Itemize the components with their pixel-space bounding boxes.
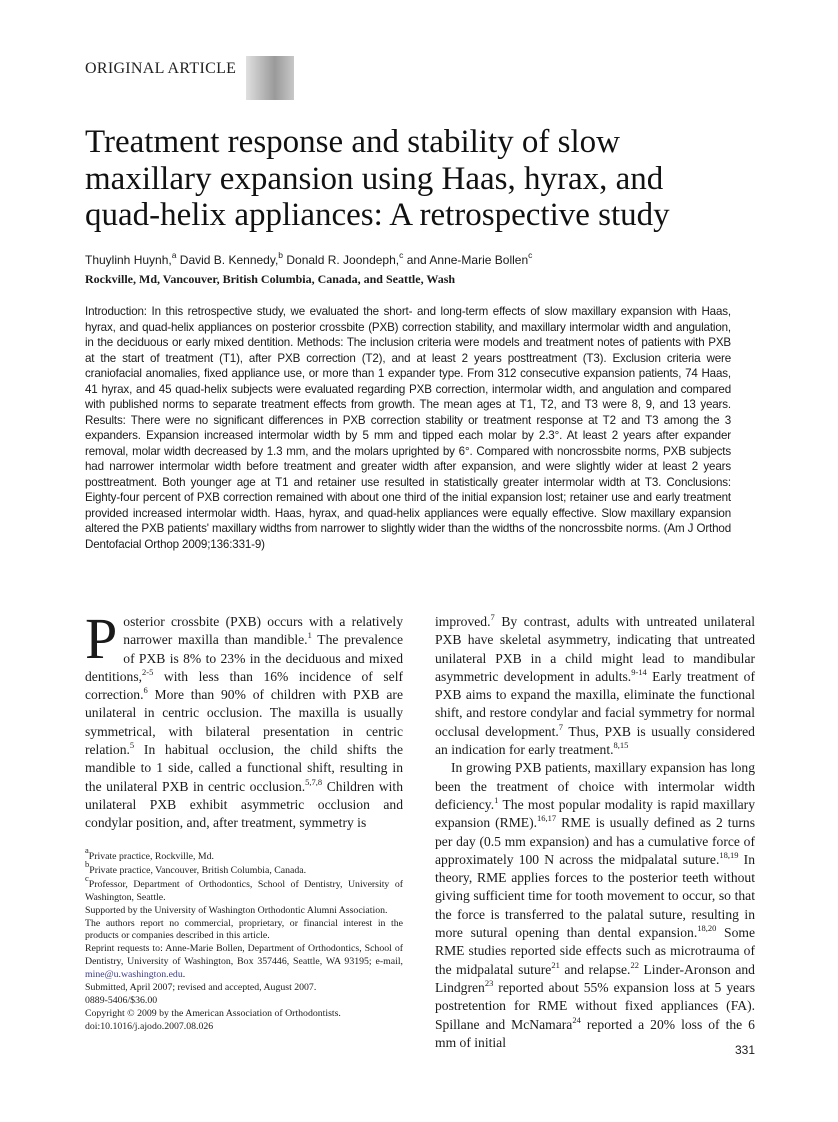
citation-ref[interactable]: 6: [143, 685, 148, 696]
body-paragraph: osterior crossbite (PXB) occurs with a relatively narrower maxilla than mandible.$^1$ The prevalence of PXB is 8% to 23% in the deciduous and mixed dentitions,$^{2-5}$ with less than 16% incidence of self correction.$^6$ More than 90% of children with PXB are unilateral in centric occlusion. The maxilla is usually symmetrical, with bilateral presentation in centric relation.$^5$ In habitual occlusion, the child shifts the mandible to 1 side, called a functional shift, resulting in the unilateral PXB in centric occlusion.$^{5,7,8}$ Children with unilateral PXB exhibit asymmetric occlusion and condylar position, and, after treatment, symmetry is: [85, 614, 404, 831]
citation-ref[interactable]: 5,7,8: [305, 776, 323, 787]
citation-ref[interactable]: 24: [572, 1014, 581, 1025]
price-code: 0889-5406/$36.00: [85, 994, 158, 1006]
doi: doi:10.1016/j.ajodo.2007.08.026: [85, 1020, 214, 1032]
citation-ref[interactable]: 1: [494, 794, 499, 805]
citation-ref[interactable]: 22: [630, 959, 639, 970]
abstract: Introduction: In this retrospective study, we evaluated the short- and long-term effects of slow maxillary expansion with Haas, hyrax, and quad-helix appliances on posterior crossbite (PXB) correction stability, and maxillary intermolar width and angulation, in the deciduous or early mixed dentition. Methods: The inclusion criteria were models and treatment notes of patients with PXB at the start of treatment (T1), after PXB correction (T2), and at least 2 years posttreatment (T3). Exclusion criteria were craniofacial anomalies, fixed appliance use, or more than 1 expander type. From 312 consecutive expansion patients, 74 Haas, 41 hyrax, and 45 quad-helix subjects were evaluated regarding PXB correction, intermolar width, and angulation and compared with published norms to separate treatment effects from growth. The mean ages at T1, T2, and T3 were 8, 9, and 13 years. Results: There were no significant differences in PXB correction stability or treatment response at T2 and T3 among the 3 expanders. Expansion increased intermolar width by 5 mm and tipped each molar by 2.3°. At least 2 years after expander removal, molar width decreased by 1.3 mm, and the molars uprighted by 6°. Compared with noncrossbite norms, PXB subjects had narrower intermolar width before treatment and greater width after expansion, and were slightly wider at least 2 years posttreatment. Both younger age at T1 and retainer use resulted in statistically greater intermolar width at T3. Conclusions: Eighty-four percent of PXB correction remained with about one third of the initial expansion lost; retainer use and early treatment provided increased intermolar width. Haas, hyrax, and quad-helix appliances were equally effective. Slow maxillary expansion altered the PXB patients' maxillary widths from narrower to slightly wider than the widths of the noncrossbite norms. (Am J Orthod Dentofacial Orthop 2009;136:331-9): [85, 305, 731, 551]
citation-ref[interactable]: 7: [490, 612, 495, 622]
reprint-note: Reprint requests to: Anne-Marie Bollen, Department of Orthodontics, School of Dentistry, University of Washington, Box 357446, Seattle, WA 93195; e-mail, mine@u.washington.edu.: [85, 943, 403, 981]
citation-ref[interactable]: 1: [307, 630, 312, 641]
body-paragraph: improved.$^7$ By contrast, adults with untreated unilateral PXB have skeletal asymmetry, indicating that untreated unilateral PXB in a child might lead to mandibular asymmetric development in adults.$^{9-14}$ Early treatment of PXB aims to expand the maxilla, eliminate the functional shift, and restore condylar and facial symmetry for normal occlusal development.$^7$ Thus, PXB is usually considered an indication for early treatment.$^{8,15}$: [435, 612, 755, 758]
citation-ref[interactable]: 18,20: [697, 923, 717, 934]
page-number: 331: [735, 1043, 756, 1057]
footnote-a: $^a$Private practice, Rockville, Md.: [85, 845, 214, 862]
body-column-right: [435, 613, 755, 1052]
author: and Anne-Marie Bollen$^c$: [403, 250, 533, 267]
footnotes: [85, 845, 403, 1034]
submission-dates: Submitted, April 2007; revised and accepted, August 2007.: [85, 982, 317, 994]
body-paragraph: In growing PXB patients, maxillary expansion has long been the treatment of choice with intermolar width deficiency.$^1$ The most popular modality is rapid maxillary expansion (RME).$^{16,17}$ RME is usually defined as 2 turns per day (0.5 mm expansion) and has a cumulative force of approximately 100 N across the midpalatal suture.$^{18,19}$ In theory, RME applies forces to the posterior teeth without giving sufficient time for tooth movement to occur, so that the force is transferred to the palatal suture, resulting in more sutural opening than dental expansion.$^{18,20}$ Some RME studies reported side effects such as microtrauma of the midpalatal suture$^{21}$ and relapse.$^{22}$ Linder-Aronson and Lindgren$^{23}$ reported about 55% expansion loss at 5 years postretention for RME without fixed appliances (FA). Spillane and McNamara$^{24}$ reported a 20% loss of the 6 mm of initial: [435, 760, 756, 1050]
citation-ref[interactable]: 16,17: [537, 813, 557, 824]
author: Thuylinh Huynh,$^a$: [85, 250, 177, 267]
citation-ref[interactable]: 7: [558, 721, 563, 732]
drop-cap: P: [85, 606, 118, 671]
section-label: ORIGINAL ARTICLE: [85, 60, 237, 77]
citation-ref[interactable]: 9-14: [631, 666, 647, 677]
citation-ref[interactable]: 8,15: [613, 740, 629, 751]
copyright: Copyright © 2009 by the American Association of Orthodontists.: [85, 1007, 341, 1019]
author-list: [85, 250, 533, 267]
citation-ref[interactable]: 23: [484, 977, 494, 988]
funding-note: Supported by the University of Washington Orthodontic Alumni Association.: [85, 904, 388, 916]
email-link[interactable]: mine@u.washington.edu: [85, 969, 183, 981]
footnote-b: $^b$Private practice, Vancouver, British Columbia, Canada.: [85, 858, 307, 876]
body-column-left: [85, 606, 404, 833]
affiliation: Rockville, Md, Vancouver, British Columbia, Canada, and Seattle, Wash: [85, 272, 456, 286]
footnote-c: $^c$Professor, Department of Orthodontics, School of Dentistry, University of Washington, Seattle.: [85, 872, 403, 903]
article-title: Treatment response and stability of slow maxillary expansion using Haas, hyrax, and quad-helix appliances: A retrospective study: [85, 124, 670, 233]
citation-ref[interactable]: 18,19: [719, 849, 739, 860]
author: David B. Kennedy,$^b$: [176, 250, 284, 267]
citation-ref[interactable]: 2-5: [142, 666, 154, 677]
disclosure-note: The authors report no commercial, proprietary, or financial interest in the products or companies described in this article.: [85, 917, 403, 942]
author: Donald R. Joondeph,$^c$: [283, 250, 404, 267]
citation-ref[interactable]: 21: [551, 959, 560, 970]
section-label-decoration: [246, 56, 294, 100]
citation-ref[interactable]: 5: [129, 740, 135, 751]
